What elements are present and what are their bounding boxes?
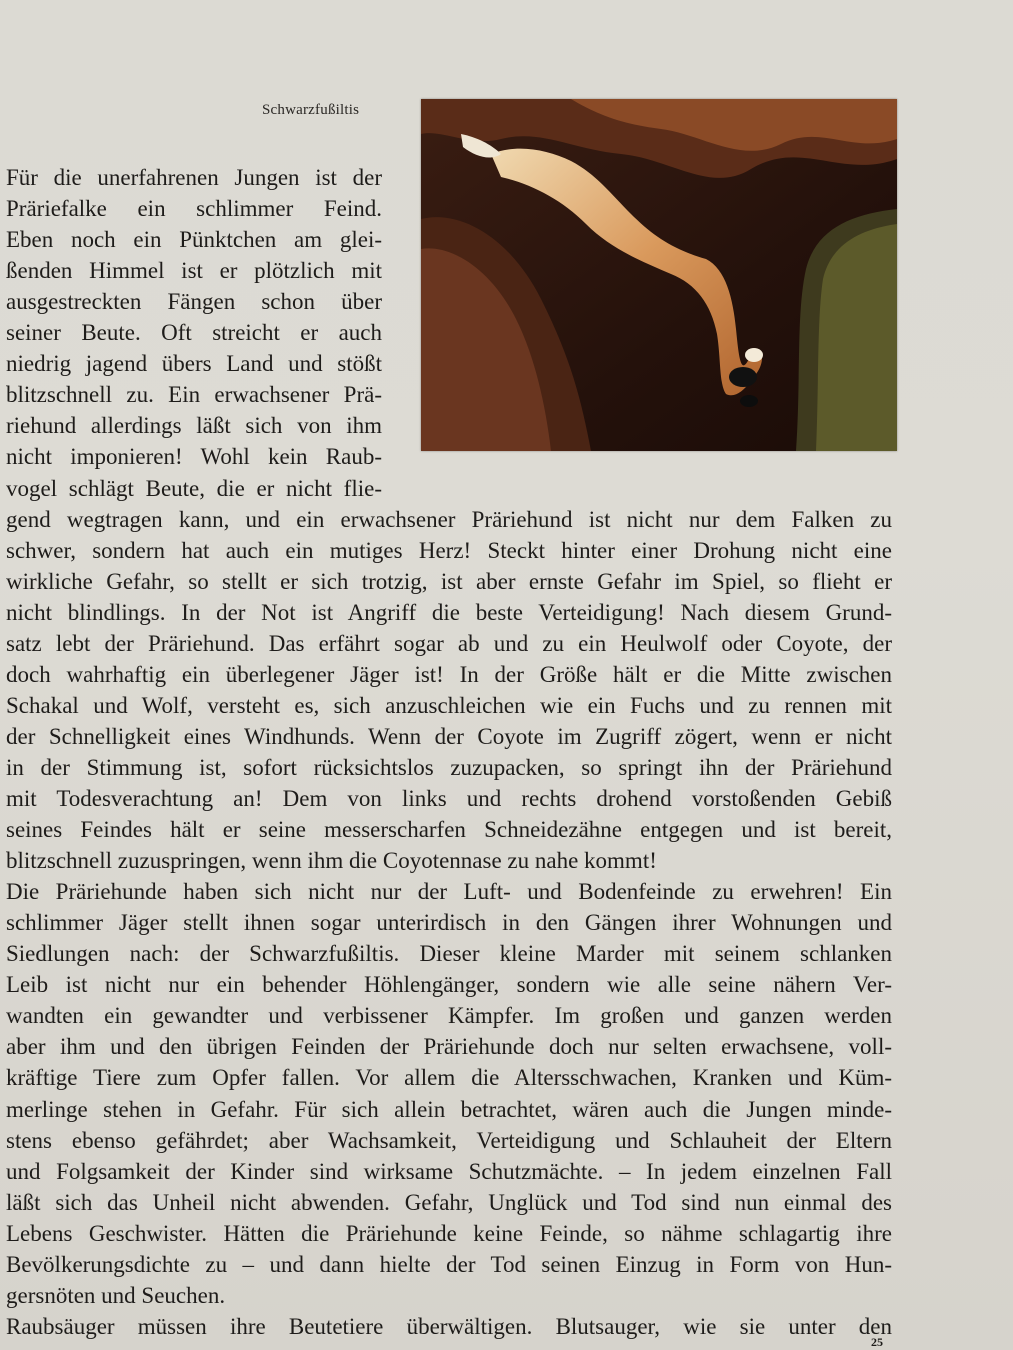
text-line: gersnöten und Seuchen. [6,1282,226,1308]
text-line: ausgestreckten Fängen schon über [6,289,382,315]
text-line: Schakal und Wolf, versteht es, sich anzuschleichen wie ein Fuchs und zu rennen mit [6,692,892,718]
text-line: Die Präriehunde haben sich nicht nur der Luft- und Bodenfeinde zu erwehren! Ein [6,879,892,905]
text-line: der Schnelligkeit eines Windhunds. Wenn der Coyote im Zugriff zögert, wenn er nicht [6,723,892,749]
photo-caption: Schwarzfußiltis [262,102,360,118]
text-line: mit Todesverachtung an! Dem von links und rechts drohend vorstoßenden Gebiß [6,786,892,811]
text-line: Für die unerfahrenen Jungen ist der [6,165,382,190]
text-line: blitzschnell zu. Ein erwachsener Prä- [6,382,382,408]
text-line: Raubsäuger müssen ihre Beutetiere überwältigen. Blutsauger, wie sie unter den [6,1313,892,1339]
text-line: Siedlungen nach: der Schwarzfußiltis. Dieser kleine Marder mit seinem schlanken [6,941,892,967]
page-number: 25 [871,1335,883,1349]
text-line: schlimmer Jäger stellt ihnen sogar unterirdisch in den Gängen ihrer Wohnungen und [6,910,892,936]
text-line: niedrig jagend übers Land und stößt [6,351,382,377]
text-line: seiner Beute. Oft streicht er auch [6,320,382,346]
text-line: riehund allerdings läßt sich von ihm [6,413,382,439]
text-line: in der Stimmung ist, sofort rücksichtslos zuzupacken, so springt ihn der Präriehund [6,754,892,780]
text-line: wirkliche Gefahr, so stellt er sich trotzig, ist aber ernste Gefahr im Spiel, so flieht er [6,568,892,594]
text-line: und Folgsamkeit der Kinder sind wirksame Schutzmächte. – In jedem einzelnen Fall [6,1158,892,1184]
text-line: nicht imponieren! Wohl kein Raub- [6,444,382,470]
text-line: kräftige Tiere zum Opfer fallen. Vor allem die Altersschwachen, Kranken und Küm- [6,1065,892,1091]
text-line: läßt sich das Unheil nicht abwenden. Gefahr, Unglück und Tod sind nun einmal des [6,1189,892,1215]
text-line: satz lebt der Präriehund. Das erfährt sogar ab und zu ein Heulwolf oder Coyote, der [6,630,892,656]
text-line: ßenden Himmel ist er plötzlich mit [6,258,382,284]
text-line: doch wahrhaftig ein überlegener Jäger ist! In der Größe hält er die Mitte zwischen [6,661,892,687]
text-line: Präriefalke ein schlimmer Feind. [6,196,382,222]
text-line: seines Feindes hält er seine messerscharfen Schneidezähne entgegen und ist bereit, [6,817,892,843]
text-line: merlinge stehen in Gefahr. Für sich allein betrachtet, wären auch die Jungen minde- [6,1096,892,1122]
text-line: blitzschnell zuzuspringen, wenn ihm die Coyotennase zu nahe kommt! [6,848,657,874]
text-line: schwer, sondern hat auch ein mutiges Herz! Steckt hinter einer Drohung nicht eine [6,537,892,563]
ferret-photo [421,99,897,451]
text-line: vogel schlägt Beute, die er nicht flie- [6,475,382,501]
text-line: Leib ist nicht nur ein behender Höhlengänger, sondern wie alle seine nähern Ver- [6,972,892,998]
text-line: Lebens Geschwister. Hätten die Präriehunde keine Feinde, so nähme schlagartig ihre [6,1220,892,1246]
text-line: wandten ein gewandter und verbissener Kämpfer. Im großen und ganzen werden [6,1003,892,1029]
text-line: nicht blindlings. In der Not ist Angriff die beste Verteidigung! Nach diesem Grund- [6,599,892,625]
text-line: gend wegtragen kann, und ein erwachsener Präriehund ist nicht nur dem Falken zu [6,506,892,532]
text-line: Bevölkerungsdichte zu – und dann hielte der Tod seinen Einzug in Form von Hun- [6,1251,892,1277]
text-line: stens ebenso gefährdet; aber Wachsamkeit, Verteidigung und Schlauheit der Eltern [6,1127,892,1153]
text-line: aber ihm und den übrigen Feinden der Präriehunde doch nur selten erwachsene, voll- [6,1034,892,1060]
text-line: Eben noch ein Pünktchen am glei- [6,227,382,253]
